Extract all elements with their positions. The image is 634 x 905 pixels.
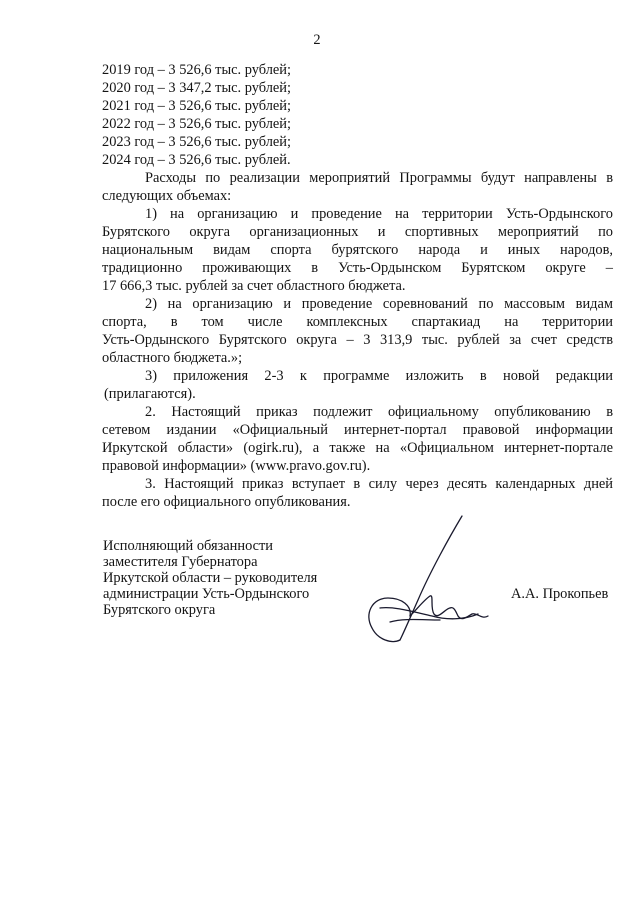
expenses-intro-line: следующих объемах:	[102, 188, 232, 204]
signer-position-line: Иркутской области – руководителя	[103, 570, 318, 586]
item2-line: областного бюджета.»;	[102, 350, 243, 366]
para2-line: 2. Настоящий приказ подлежит официальному опубликованию в	[145, 404, 613, 420]
item3-line: 3) приложения 2-3 к программе изложить в новой редакции	[145, 368, 613, 384]
year-line: 2022 год – 3 526,6 тыс. рублей;	[102, 116, 291, 132]
year-line: 2023 год – 3 526,6 тыс. рублей;	[102, 134, 291, 150]
item1-line: национальным видам спорта бурятского народа и иных народов,	[102, 242, 613, 258]
para3-line: 3. Настоящий приказ вступает в силу через десять календарных дней	[145, 476, 613, 492]
year-line: 2019 год – 3 526,6 тыс. рублей;	[102, 62, 291, 78]
item2-line: спорта, в том числе комплексных спартакиад на территории	[102, 314, 613, 330]
item2-line: 2) на организацию и проведение соревнований по массовым видам	[145, 296, 613, 312]
year-line: 2024 год – 3 526,6 тыс. рублей.	[102, 152, 291, 168]
year-line: 2021 год – 3 526,6 тыс. рублей;	[102, 98, 291, 114]
expenses-intro-line: Расходы по реализации мероприятий Программы будут направлены в	[145, 170, 613, 186]
signer-name: А.А. Прокопьев	[511, 586, 609, 602]
item3-line: (прилагаются).	[104, 386, 196, 402]
signer-position-line: Исполняющий обязанности	[103, 538, 274, 554]
signer-position-line: администрации Усть-Ордынского	[103, 586, 310, 602]
item1-line: традиционно проживающих в Усть-Ордынском Бурятском округе –	[102, 260, 613, 276]
para3-line: после его официального опубликования.	[102, 494, 351, 510]
signer-position-line: Бурятского округа	[103, 602, 216, 618]
item1-line: Бурятского округа организационных и спортивных мероприятий по	[102, 224, 613, 240]
item1-line: 17 666,3 тыс. рублей за счет областного бюджета.	[102, 278, 406, 294]
para2-line: правовой информации» (www.pravo.gov.ru).	[102, 458, 371, 474]
year-line: 2020 год – 3 347,2 тыс. рублей;	[102, 80, 291, 96]
signer-position-line: заместителя Губернатора	[103, 554, 258, 570]
para2-line: сетевом издании «Официальный интернет-портал правовой информации	[102, 422, 613, 438]
item2-line: Усть-Ордынского Бурятского округа – 3 313,9 тыс. рублей за счет средств	[102, 332, 613, 348]
page-number: 2	[313, 32, 321, 48]
item1-line: 1) на организацию и проведение на территории Усть-Ордынского	[145, 206, 613, 222]
handwritten-signature	[360, 512, 510, 652]
para2-line: Иркутской области» (ogirk.ru), а также на «Официальном интернет-портале	[102, 440, 613, 456]
